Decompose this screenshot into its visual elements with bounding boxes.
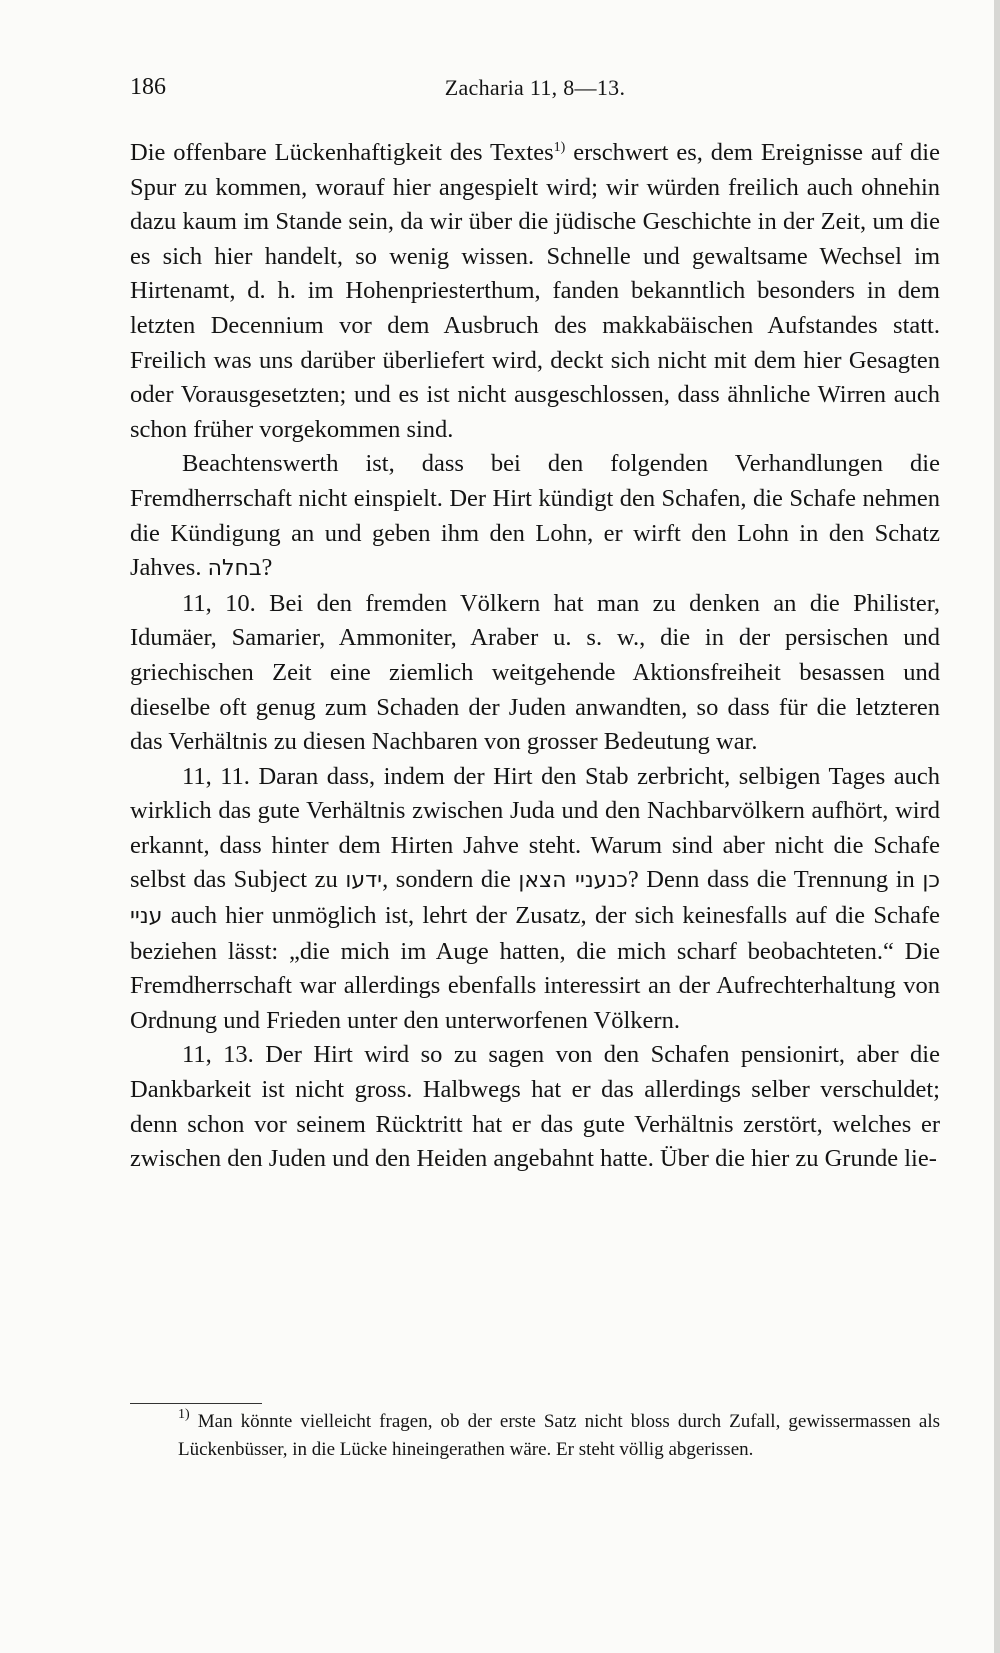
page-header xyxy=(130,70,940,110)
paragraph-11-11-part-3: ? Denn dass die Trennung in xyxy=(627,866,923,894)
footnote-divider xyxy=(130,1403,262,1404)
page-number: 186 xyxy=(130,74,166,100)
paragraph-2-end: ? xyxy=(261,554,273,582)
paragraph-1-start: Die offenbare Lückenhaftigkeit des Textes xyxy=(130,139,554,166)
body-text xyxy=(130,136,940,1177)
paragraph-1 xyxy=(130,136,940,447)
paragraph-11-10: 11, 10. Bei den fremden Völkern hat man zu denken an die Philister, Idumäer, Samarier, Ammoniter, Araber u. s. w., die in der persischen und griechischen Zeit eine ziemlich weitgehende Aktionsfreiheit besassen und dieselbe oft genug zum Schaden der Juden anwandten, so dass für die letzteren das Verhältnis zu diesen Nachbaren von grosser Bedeutung war. xyxy=(130,589,940,756)
footnote-marker: 1) xyxy=(178,1407,190,1422)
hebrew-phrase-kenaanei-hazon: כנעניי הצאן xyxy=(518,868,628,894)
paragraph-2-text: Beachtenswerth ist, dass bei den folgenden Verhandlungen die Fremdherrschaft nicht einspielt. Der Hirt kündigt den Schafen, die Schafe nehmen die Kündigung an und geben ihm den Lohn, er wirft den Lohn in den Schatz Jahves. xyxy=(130,450,940,582)
paragraph-11-11 xyxy=(130,760,940,1039)
hebrew-word-bachala: בחלה xyxy=(207,556,262,582)
running-head: Zacharia 11, 8—13. xyxy=(444,75,626,100)
paragraph-11-11-part-4: auch hier unmöglich ist, lehrt der Zusatz, der sich keinesfalls auf die Schafe beziehen lässt: „die mich im Auge hatten, die mich scharf beobachteten.“ Die Fremdherrschaft war allerdings ebenfalls interessirt an der Aufrechterhaltung von Ordnung und Frieden unter den unterworfenen Völkern. xyxy=(130,902,940,1034)
paragraph-11-11-part-1: 11, 11. Daran dass, indem der Hirt den Stab zerbricht, selbigen Tages auch wirklich das gute Verhältnis zwischen Juda und den Nachbarvölkern aufhört, wird erkannt, dass hinter dem Hirten Jahve steht. Warum sind aber nicht die Schafe selbst das Subject zu xyxy=(130,762,940,894)
footnote-body xyxy=(130,1408,940,1464)
footnote-text: Man könnte vielleicht fragen, ob der erste Satz nicht bloss durch Zufall, gewissermassen als Lückenbüsser, in die Lücke hineingerathen wäre. Er steht völlig abgerissen. xyxy=(178,1411,940,1460)
paragraph-2 xyxy=(130,447,940,586)
paragraph-11-11-part-2: , sondern die xyxy=(382,866,519,894)
hebrew-phrase-ken-aniyei: כן עניי xyxy=(130,868,941,930)
page-edge xyxy=(994,0,1000,1653)
paragraph-11-13: 11, 13. Der Hirt wird so zu sagen von den Schafen pensionirt, aber die Dankbarkeit ist nicht gross. Halbwegs hat er das allerdings selber verschuldet; denn schon vor seinem Rücktritt hat er das gute Verhältnis zerstört, welches er zwischen den Juden und den Heiden angebahnt hatte. Über die hier zu Grunde lie- xyxy=(130,1041,940,1173)
paragraph-1-rest: erschwert es, dem Ereignisse auf die Spur zu kommen, worauf hier angespielt wird; wir würden freilich auch ohnehin dazu kaum im Stande sein, da wir über die jüdische Geschichte in der Zeit, um die es sich hier handelt, so wenig wissen. Schnelle und gewaltsame Wechsel im Hirtenamt, d. h. im Hohenpriesterthum, fanden bekanntlich besonders in dem letzten Decennium vor dem Ausbruch des makkabäischen Aufstandes statt. Freilich was uns darüber überliefert wird, deckt sich nicht mit dem hier Gesagten oder Vorausgesetzten; und es ist nicht ausgeschlossen, dass ähnliche Wirren auch schon früher vorgekommen sind. xyxy=(130,139,940,443)
footnote-reference: 1) xyxy=(553,140,566,155)
footnote xyxy=(130,1408,940,1464)
hebrew-word-yadu: ידעו xyxy=(345,868,383,894)
